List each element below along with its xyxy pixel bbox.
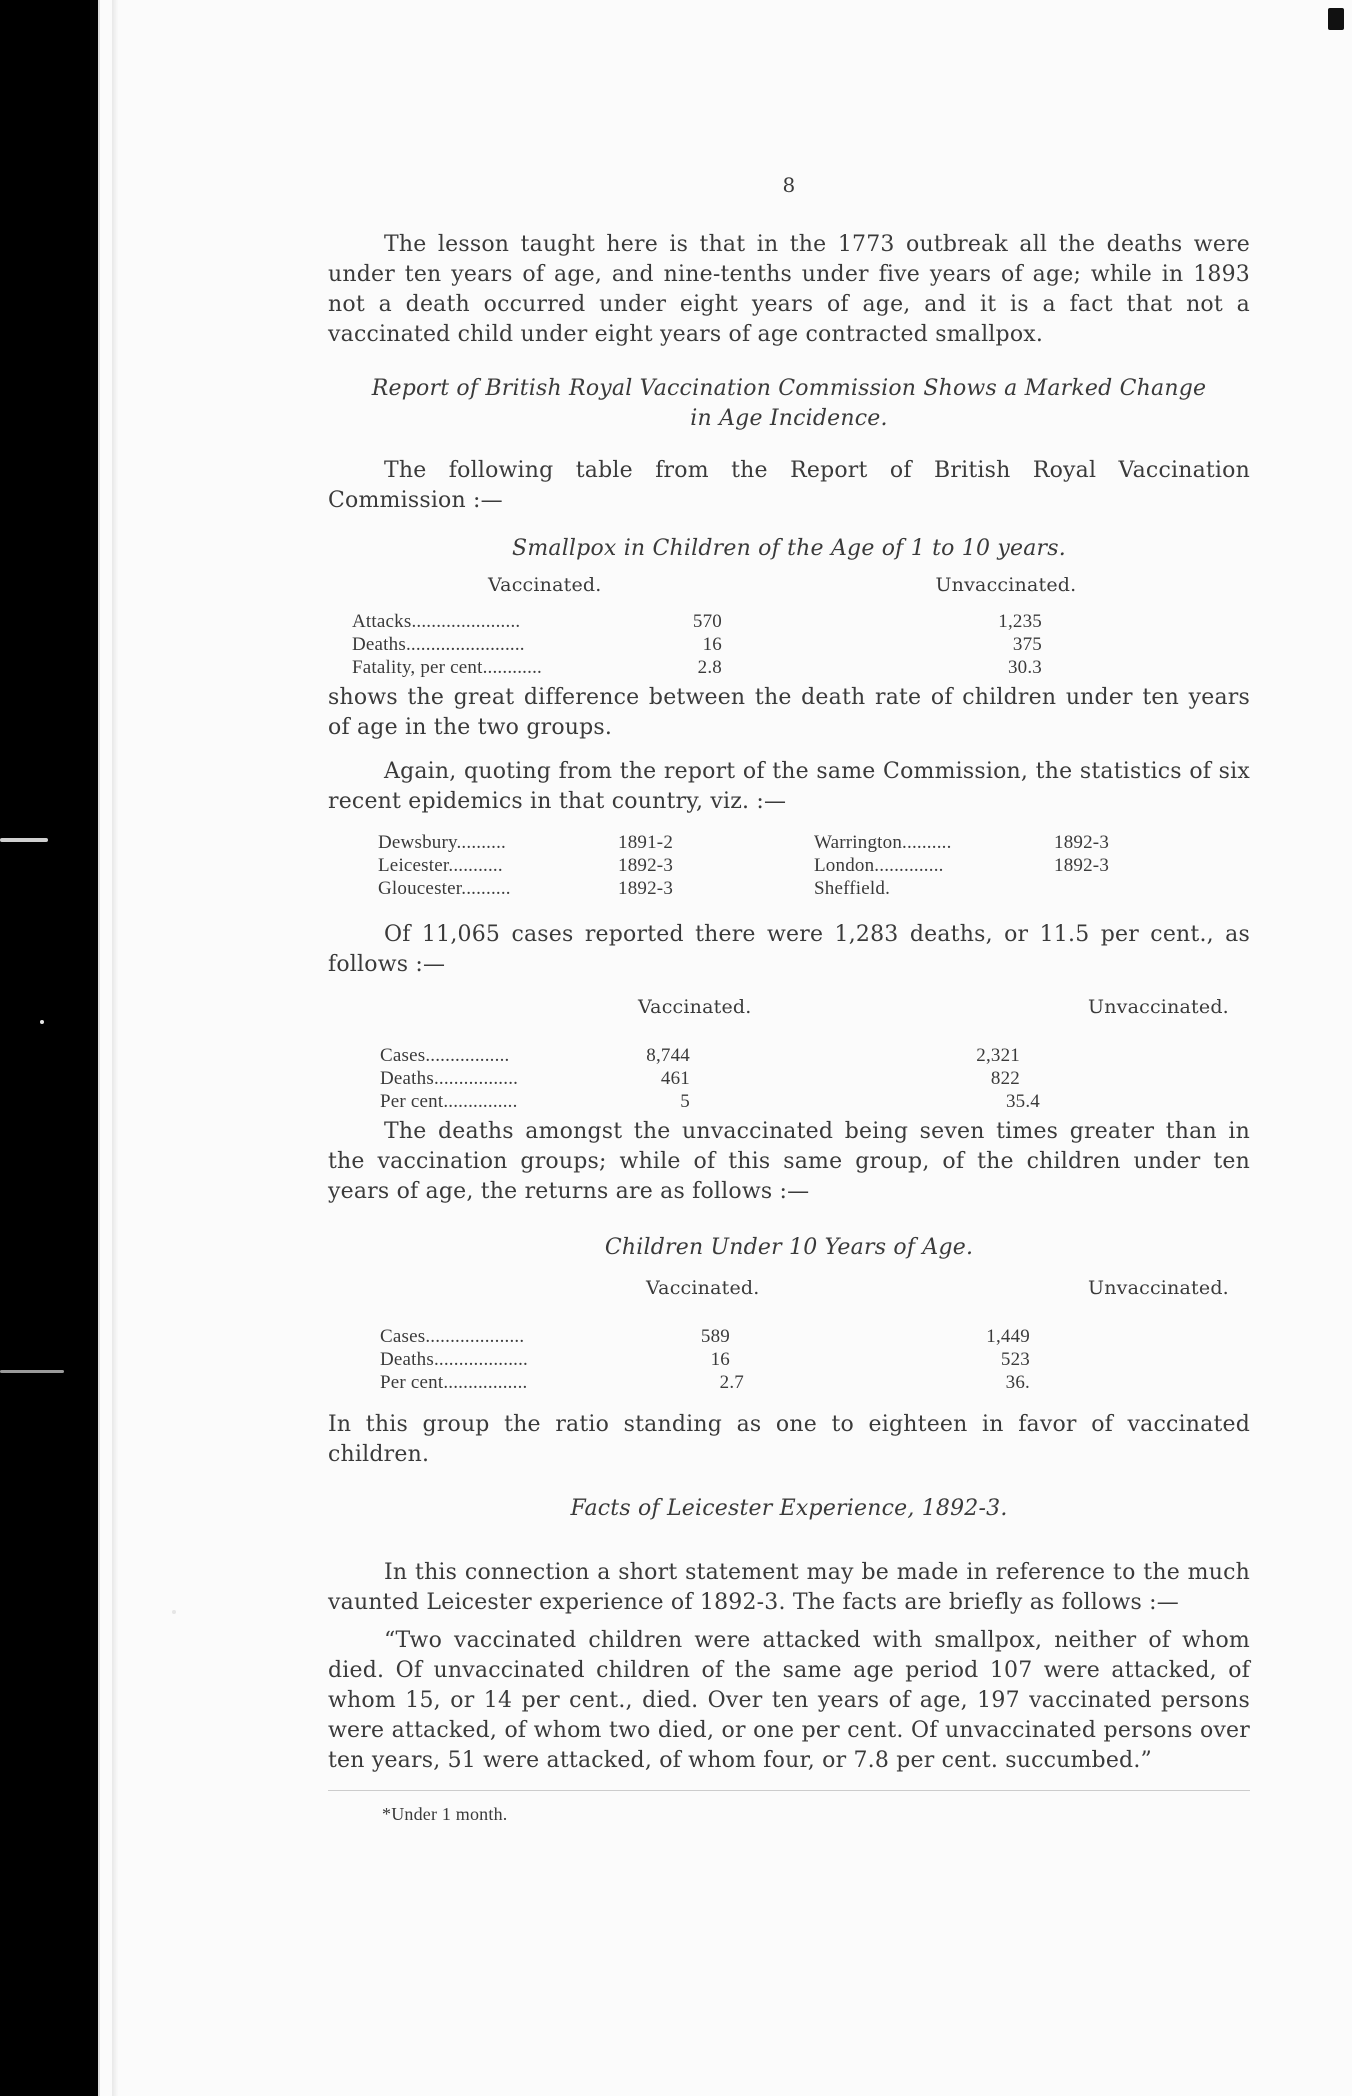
vaccinated-value: 16 (702, 634, 722, 655)
vaccinated-value: 2.8 (697, 657, 722, 678)
table-row (380, 1044, 1250, 1067)
paragraph-1: The lesson taught here is that in the 1773 outbreak all the deaths were under ten years of age, and nine-tenths under five years of age; while in 1893 not a death occurred under eight years of age, and it is a fact that not a vaccinated child under eight years of age contracted smallpox. (328, 232, 1250, 347)
row-label: Per cent................. (380, 1372, 528, 1393)
table3-column-headers (328, 1273, 1250, 1303)
row-label: Deaths................... (380, 1349, 529, 1370)
vaccinated-value: 461 (660, 1068, 690, 1089)
table-row (380, 1325, 1250, 1348)
table-row (380, 1348, 1250, 1371)
table-row (352, 656, 1250, 679)
row-label: Attacks...................... (352, 611, 521, 632)
table3 (380, 1325, 1250, 1394)
years: 1891-2 (618, 832, 674, 853)
unvaccinated-value: 1,235 (998, 611, 1042, 632)
paragraph-8: In this connection a short statement may be made in reference to the much vaunted Leicester experience of 1892-3. The facts are briefly as follows :— (328, 1560, 1250, 1615)
years: 1892-3 (1054, 855, 1110, 876)
vaccinated-value: 589 (700, 1326, 730, 1347)
paragraph-2: The following table from the Report of British Royal Vaccination Commission :— (328, 458, 1250, 513)
vaccinated-value: 8,744 (646, 1045, 690, 1066)
table-row (380, 1090, 1250, 1113)
table1-col-vaccinated: Vaccinated. (488, 574, 602, 596)
scan-speck (0, 1370, 64, 1373)
place-name: Warrington.......... (814, 832, 952, 853)
place-name: Dewsbury.......... (378, 832, 506, 853)
table1-title: Smallpox in Children of the Age of 1 to 10 years. (512, 536, 1066, 561)
unvaccinated-value: 35.4 (1005, 1091, 1040, 1112)
unvaccinated-value: 375 (1012, 634, 1042, 655)
place-name: London.............. (814, 855, 944, 876)
unvaccinated-value: 2,321 (976, 1045, 1020, 1066)
list-item (814, 877, 1250, 900)
section-heading-2: Facts of Leicester Experience, 1892-3. (570, 1496, 1008, 1521)
table2-col-unvaccinated: Unvaccinated. (1088, 996, 1229, 1018)
table-row (352, 610, 1250, 633)
scan-speck (0, 838, 48, 842)
list-item (814, 831, 1250, 854)
row-label: Deaths................. (380, 1068, 519, 1089)
place-name: Sheffield. (814, 878, 891, 899)
list-item (378, 877, 814, 900)
page-edge (112, 0, 118, 2096)
unvaccinated-value: 523 (1000, 1349, 1030, 1370)
table1-col-unvaccinated: Unvaccinated. (935, 574, 1077, 596)
years: 1892-3 (1054, 832, 1110, 853)
list-item (378, 831, 814, 854)
table3-title: Children Under 10 Years of Age. (604, 1235, 974, 1260)
scan-speck (40, 1020, 44, 1024)
paragraph-6: The deaths amongst the unvaccinated being seven times greater than in the vaccination groups; while of this same group, of the children under ten years of age, the returns are as follows :— (328, 1119, 1250, 1204)
unvaccinated-value: 1,449 (986, 1326, 1030, 1347)
table-row (380, 1067, 1250, 1090)
page-content (328, 170, 1250, 1829)
vaccinated-value: 570 (692, 611, 722, 632)
unvaccinated-value: 36. (1005, 1372, 1030, 1393)
unvaccinated-value: 822 (990, 1068, 1020, 1089)
footnote: *Under 1 month. (382, 1804, 508, 1824)
list-item (378, 854, 814, 877)
years: 1892-3 (618, 878, 674, 899)
table3-col-vaccinated: Vaccinated. (646, 1277, 760, 1299)
unvaccinated-value: 30.3 (1007, 657, 1042, 678)
table2-column-headers (328, 992, 1250, 1022)
page-number: 8 (782, 173, 796, 197)
place-name: Leicester........... (378, 855, 503, 876)
paragraph-3: shows the great difference between the death rate of children under ten years of age in the two groups. (328, 685, 1250, 740)
scan-speck (172, 1610, 176, 1614)
footnote-divider (328, 1790, 1250, 1791)
row-label: Cases................. (380, 1045, 510, 1066)
scan-speck (1328, 8, 1344, 30)
table2 (380, 1044, 1250, 1113)
epidemics-right-column (814, 831, 1250, 900)
table-row (352, 633, 1250, 656)
epidemics-left-column (378, 831, 814, 900)
vaccinated-value: 5 (680, 1091, 690, 1112)
quotation: “Two vaccinated children were attacked with smallpox, neither of whom died. Of unvaccinated children of the same age period 107 were attacked, of whom 15, or 14 per cent., died. Over ten years of age, 197 vaccinated persons were attacked, of whom two died, or one per cent. Of unvaccinated persons over ten years, 51 were attacked, of whom four, or 7.8 per cent. succumbed.” (328, 1628, 1250, 1773)
years: 1892-3 (618, 855, 674, 876)
paragraph-7: In this group the ratio standing as one to eighteen in favor of vaccinated children. (328, 1412, 1250, 1467)
row-label: Deaths........................ (352, 634, 525, 655)
place-name: Gloucester.......... (378, 878, 511, 899)
vaccinated-value: 16 (710, 1349, 730, 1370)
table1-column-headers (328, 570, 1250, 600)
vaccinated-value: 2.7 (719, 1372, 744, 1393)
row-label: Cases.................... (380, 1326, 525, 1347)
row-label: Per cent............... (380, 1091, 518, 1112)
row-label: Fatality, per cent............ (352, 657, 542, 678)
list-item (814, 854, 1250, 877)
table-row (380, 1371, 1250, 1394)
paragraph-5: Of 11,065 cases reported there were 1,283 deaths, or 11.5 per cent., as follows :— (328, 922, 1250, 977)
table3-col-unvaccinated: Unvaccinated. (1088, 1277, 1229, 1299)
section-heading-1: Report of British Royal Vaccination Commission Shows a Marked Change in Age Incidence. (371, 376, 1207, 431)
table2-col-vaccinated: Vaccinated. (638, 996, 752, 1018)
table1 (352, 610, 1250, 679)
paragraph-4: Again, quoting from the report of the same Commission, the statistics of six recent epidemics in that country, viz. :— (328, 759, 1250, 814)
epidemics-list (378, 831, 1250, 900)
